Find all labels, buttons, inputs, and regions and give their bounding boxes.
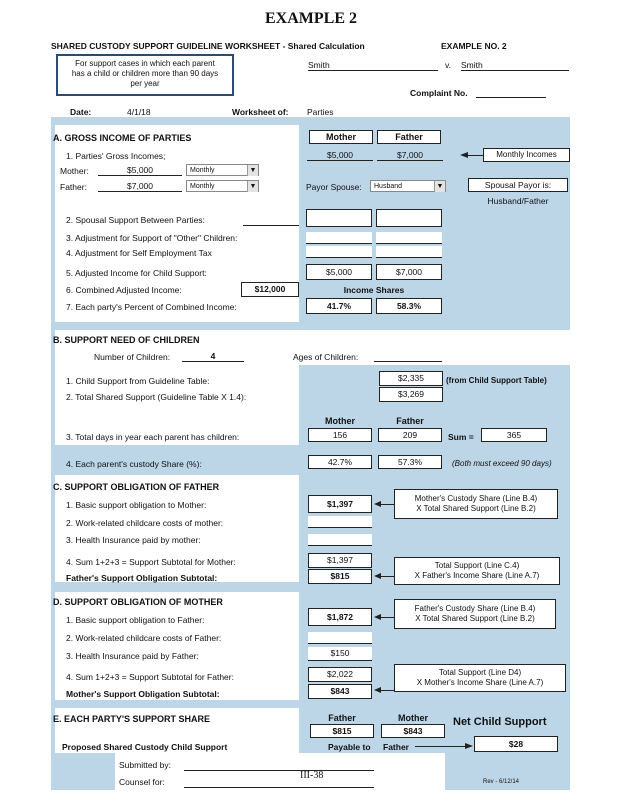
worksheet-of-label: Worksheet of: (232, 107, 289, 117)
father-childcare-field[interactable] (308, 632, 372, 644)
income-shares-label: Income Shares (343, 285, 405, 295)
payable-to-value: Father (383, 742, 409, 752)
arrow-line (380, 617, 394, 618)
father-obligation-subtotal: $815 (308, 569, 372, 584)
mother-self-employment-field[interactable] (306, 246, 372, 258)
note-line: Father's Custody Share (Line B.4) (414, 604, 536, 613)
father-share-value: $815 (310, 724, 374, 738)
chevron-down-icon: ▼ (247, 165, 258, 176)
support-cases-note: For support cases in which each parent has a child or children more than 90 days per year (56, 54, 234, 96)
mother-custody-share: 42.7% (308, 455, 372, 469)
father-obligation-formula-note (394, 557, 560, 585)
arrow-left-icon (374, 614, 381, 620)
spousal-support-label: 2. Spousal Support Between Parties: (66, 215, 205, 225)
father-basic-formula-note (394, 489, 558, 519)
father-custody-share: 57.3% (378, 455, 442, 469)
sum-value: 365 (481, 428, 547, 442)
spousal-payor-value: Husband/Father (487, 196, 549, 206)
father-column-header: Father (377, 130, 441, 144)
net-child-support-value: $28 (474, 736, 558, 752)
mother-days-field[interactable]: 156 (308, 428, 372, 442)
mother-basic-obligation: $1,872 (308, 608, 372, 626)
net-child-support-label: Net Child Support (453, 716, 547, 728)
adjusted-income-label: 5. Adjusted Income for Child Support: (66, 268, 207, 278)
father-childcare-label: 2. Work-related childcare costs of Father: (66, 633, 222, 643)
father-percent-income: 58.3% (376, 298, 442, 314)
payable-to-label: Payable to (328, 742, 371, 752)
complaint-label: Complaint No. (410, 88, 468, 98)
gross-incomes-label: 1. Parties' Gross Incomes; (66, 151, 166, 161)
custody-share-note: (Both must exceed 90 days) (452, 459, 552, 468)
arrow-line (380, 576, 394, 577)
proposed-support-label: Proposed Shared Custody Child Support (62, 742, 228, 752)
mother-gross-income: $5,000 (307, 150, 373, 161)
father-days-field[interactable]: 209 (378, 428, 442, 442)
arrow-left-icon (374, 573, 381, 579)
worksheet-title: SHARED CUSTODY SUPPORT GUIDELINE WORKSHEET - Shared Calculation (51, 41, 365, 51)
section-a-title: A. GROSS INCOME OF PARTIES (53, 133, 192, 143)
mother-share-value: $843 (381, 724, 445, 738)
custody-days-label: 3. Total days in year each parent has children: (66, 432, 240, 442)
counsel-for-label: Counsel for: (119, 777, 165, 787)
mother-obligation-subtotal: $843 (308, 684, 372, 699)
submitted-by-field[interactable] (184, 759, 374, 771)
section-d-bottom-bar (51, 700, 570, 708)
guideline-table-label: 1. Child Support from Guideline Table: (66, 376, 210, 386)
mother-support-subtotal: $1,397 (308, 553, 372, 568)
section-a-left-edge (51, 117, 55, 322)
mother-frequency-select[interactable] (186, 164, 259, 176)
mother-obligation-formula-note (394, 664, 566, 692)
father-support-subtotal: $2,022 (308, 667, 372, 682)
number-of-children-field[interactable]: 4 (182, 351, 244, 362)
monthly-incomes-note: Monthly Incomes (483, 148, 570, 162)
father-basic-obligation-label: 1. Basic support obligation to Mother: (66, 500, 207, 510)
guideline-table-note: (from Child Support Table) (446, 376, 547, 385)
section-e-title: E. EACH PARTY'S SUPPORT SHARE (53, 714, 210, 724)
mother-income-label: Mother: (60, 166, 89, 176)
mother-other-children-field[interactable] (306, 232, 372, 244)
mother-basic-formula-note (394, 599, 556, 629)
payor-spouse-select[interactable] (370, 180, 446, 192)
section-d-left-edge (51, 592, 55, 707)
note-line: X Total Shared Support (Line B.2) (416, 504, 536, 513)
complaint-number-field[interactable] (476, 86, 546, 98)
father-adjusted-income: $7,000 (376, 264, 442, 280)
father-health-insurance-field[interactable]: $150 (308, 647, 372, 661)
note-line: X Mother's Income Share (Line A.7) (416, 678, 544, 687)
other-children-label: 3. Adjustment for Support of "Other" Children: (66, 233, 238, 243)
mother-adjusted-income: $5,000 (306, 264, 372, 280)
self-employment-label: 4. Adjustment for Self Employment Tax (66, 248, 212, 258)
arrow-left-icon (460, 152, 468, 158)
number-of-children-label: Number of Children: (94, 352, 171, 362)
document-title: EXAMPLE 2 (265, 10, 357, 27)
arrow-left-icon (374, 687, 381, 693)
note-line: Total Support (Line D4) (438, 668, 522, 677)
section-e-father-header: Father (328, 713, 356, 723)
father-basic-obligation: $1,397 (308, 495, 372, 513)
mother-spousal-support (306, 209, 372, 227)
shared-support-label: 2. Total Shared Support (Guideline Table X 1.4): (66, 392, 247, 402)
chevron-down-icon: ▼ (434, 181, 445, 192)
custody-share-label: 4. Each parent's custody Share (%): (66, 459, 202, 469)
mother-subtotal-label: 4. Sum 1+2+3 = Support Subtotal for Mother: (66, 557, 236, 567)
shared-support-amount: $3,269 (379, 387, 443, 402)
note-line: Total Support (Line C.4) (434, 561, 520, 570)
defendant-field[interactable]: Smith (461, 60, 569, 71)
payor-spouse-value: Husband (374, 183, 403, 190)
section-a-bottom-bar (51, 322, 570, 330)
page-number: III-38 (300, 770, 324, 781)
section-e-mother-header: Mother (398, 713, 428, 723)
date-field[interactable]: 4/1/18 (105, 107, 215, 118)
guideline-amount: $2,335 (379, 371, 443, 386)
mother-childcare-field[interactable] (308, 516, 372, 528)
revision-date: Rev - 6/12/14 (483, 779, 520, 785)
date-label: Date: (70, 107, 92, 117)
arrow-left-icon (374, 501, 381, 507)
section-b-title: B. SUPPORT NEED OF CHILDREN (53, 335, 200, 345)
mother-column-header: Mother (309, 130, 373, 144)
section-d-title: D. SUPPORT OBLIGATION OF MOTHER (53, 597, 223, 607)
spousal-payor-label: Spousal Payor is: (468, 178, 568, 192)
ages-of-children-label: Ages of Children: (293, 352, 359, 362)
arrow-line (415, 746, 465, 747)
father-income-field[interactable]: $7,000 (98, 181, 182, 192)
father-other-children-field[interactable] (376, 232, 442, 244)
mother-basic-obligation-label: 1. Basic support obligation to Father: (66, 615, 205, 625)
father-income-label: Father: (60, 182, 87, 192)
section-b-father-header: Father (396, 416, 424, 426)
mother-childcare-label: 2. Work-related childcare costs of mother: (66, 518, 224, 528)
combined-income-label: 6. Combined Adjusted Income: (66, 285, 182, 295)
arrow-line (380, 690, 394, 691)
plaintiff-field[interactable]: Smith (308, 60, 438, 71)
ages-of-children-field[interactable] (374, 350, 442, 362)
mother-income-field[interactable]: $5,000 (98, 165, 182, 176)
note-line: X Father's Income Share (Line A.7) (414, 571, 540, 580)
section-c-title: C. SUPPORT OBLIGATION OF FATHER (53, 482, 220, 492)
spousal-support-field[interactable] (243, 214, 299, 226)
mother-health-insurance-label: 3. Health Insurance paid by mother: (66, 535, 201, 545)
father-spousal-support (376, 209, 442, 227)
arrow-line (468, 155, 483, 156)
payor-spouse-label: Payor Spouse: (306, 182, 362, 192)
section-b-mother-header: Mother (325, 416, 355, 426)
worksheet-of-field[interactable]: Parties (307, 107, 437, 118)
father-self-employment-field[interactable] (376, 246, 442, 258)
note-line: X Total Shared Support (Line B.2) (415, 614, 535, 623)
arrow-line (380, 504, 394, 505)
father-health-insurance-label: 3. Health Insurance paid by Father: (66, 651, 199, 661)
mother-percent-income: 41.7% (306, 298, 372, 314)
arrow-right-icon (465, 743, 473, 749)
submitted-by-label: Submitted by: (119, 760, 171, 770)
combined-income-value: $12,000 (241, 282, 299, 297)
mother-frequency-value: Monthly (190, 167, 215, 174)
counsel-for-field[interactable] (184, 776, 374, 788)
father-obligation-subtotal-label: Father's Support Obligation Subtotal: (66, 573, 218, 583)
father-gross-income: $7,000 (377, 150, 443, 161)
mother-obligation-subtotal-label: Mother's Support Obligation Subtotal: (66, 689, 220, 699)
father-subtotal-label: 4. Sum 1+2+3 = Support Subtotal for Father: (66, 672, 234, 682)
section-c-left-edge (51, 475, 55, 590)
mother-health-insurance-field[interactable] (308, 534, 372, 546)
sum-label: Sum = (448, 432, 474, 442)
percent-combined-label: 7. Each party's Percent of Combined Income: (66, 302, 237, 312)
example-number: EXAMPLE NO. 2 (441, 41, 507, 51)
chevron-down-icon: ▼ (247, 181, 258, 192)
father-frequency-select[interactable] (186, 180, 259, 192)
father-frequency-value: Monthly (190, 183, 215, 190)
note-line: Mother's Custody Share (Line B.4) (414, 494, 538, 503)
vs-label: v. (445, 60, 451, 70)
